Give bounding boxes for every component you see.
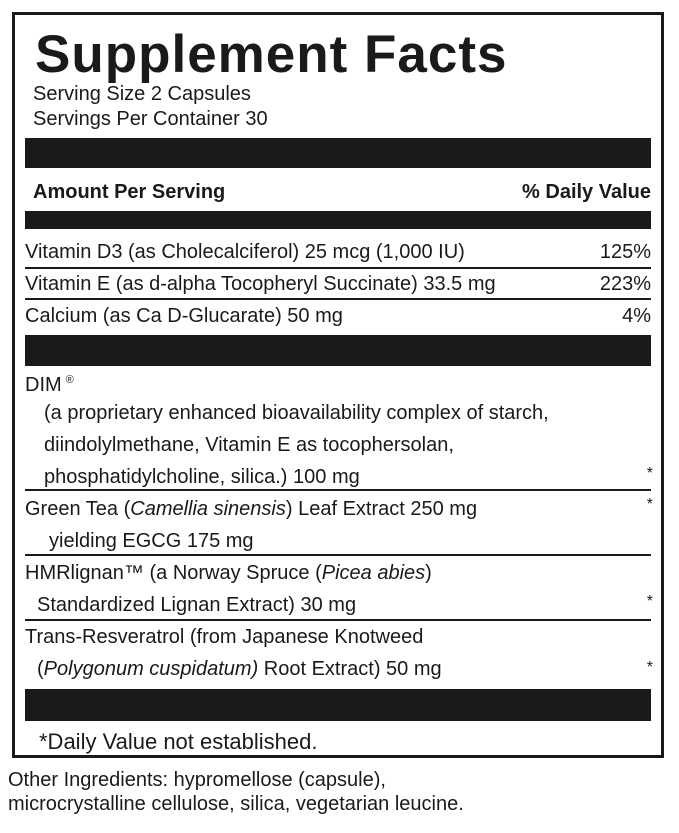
- resveratrol-species: Polygonum cuspidatum): [43, 658, 259, 680]
- thick-divider-4: [25, 689, 651, 721]
- nutrient-name: Calcium (as Ca D-Glucarate) 50 mg: [25, 305, 343, 327]
- daily-value-header: % Daily Value: [522, 181, 651, 203]
- dim-description-line: (a proprietary enhanced bioavailability complex of starch,: [44, 402, 549, 424]
- row-divider: [25, 619, 651, 621]
- nutrient-daily-value: 125%: [599, 241, 651, 263]
- resveratrol-dv-asterisk: *: [646, 659, 653, 676]
- dim-dv-asterisk: *: [646, 465, 653, 482]
- other-ingredients-line: microcrystalline cellulose, silica, vegetarian leucine.: [8, 793, 464, 815]
- nutrient-row: [25, 239, 651, 265]
- green-tea-dv-asterisk: *: [646, 496, 653, 513]
- dim-name: DIM: [25, 374, 62, 396]
- serving-size: Serving Size 2 Capsules: [33, 83, 251, 105]
- nutrient-name: Vitamin D3 (as Cholecalciferol) 25 mcg (1,000 IU): [25, 241, 465, 263]
- green-tea-egcg-line: yielding EGCG 175 mg: [49, 530, 254, 552]
- registered-mark: ®: [65, 374, 74, 386]
- column-header-row: [33, 178, 651, 206]
- dim-description-line: phosphatidylcholine, silica.) 100 mg: [44, 466, 360, 488]
- nutrient-daily-value: 223%: [599, 273, 651, 295]
- hmrlignan-species: Picea abies: [321, 562, 426, 584]
- nutrient-name: Vitamin E (as d-alpha Tocopheryl Succinate) 33.5 mg: [25, 273, 496, 295]
- supplement-facts-panel: [12, 12, 664, 758]
- servings-per-container: Servings Per Container 30: [33, 108, 268, 130]
- green-tea-species: Camellia sinensis: [130, 498, 286, 520]
- row-divider: [25, 298, 651, 300]
- hmrlignan-dv-asterisk: *: [646, 593, 653, 610]
- dim-description-line: diindolylmethane, Vitamin E as tocophersolan,: [44, 434, 454, 456]
- row-divider: [25, 554, 651, 556]
- row-divider: [25, 267, 651, 269]
- amount-per-serving-header: Amount Per Serving: [33, 181, 226, 203]
- resveratrol-line: Trans-Resveratrol (from Japanese Knotweed: [25, 626, 424, 648]
- hmrlignan-extract-line: Standardized Lignan Extract) 30 mg: [37, 594, 357, 616]
- nutrient-daily-value: 4%: [622, 305, 651, 327]
- thick-divider-3: [25, 335, 651, 366]
- resveratrol-extract-line: (Polygonum cuspidatum) Root Extract) 50 mg: [37, 658, 442, 680]
- thick-divider-1: [25, 138, 651, 168]
- panel-title: Supplement Facts: [35, 25, 508, 84]
- green-tea-line: Green Tea (Camellia sinensis) Leaf Extract 250 mg: [25, 498, 478, 520]
- thick-divider-2: [25, 211, 651, 229]
- dim-name-line: [25, 367, 74, 398]
- nutrient-row: [25, 303, 651, 329]
- hmrlignan-line: HMRlignan™ (a Norway Spruce (Picea abies): [25, 562, 432, 584]
- row-divider: [25, 489, 651, 491]
- daily-value-footnote: *Daily Value not established.: [39, 729, 318, 754]
- nutrient-row: [25, 271, 651, 297]
- other-ingredients-line: Other Ingredients: hypromellose (capsule),: [8, 769, 386, 791]
